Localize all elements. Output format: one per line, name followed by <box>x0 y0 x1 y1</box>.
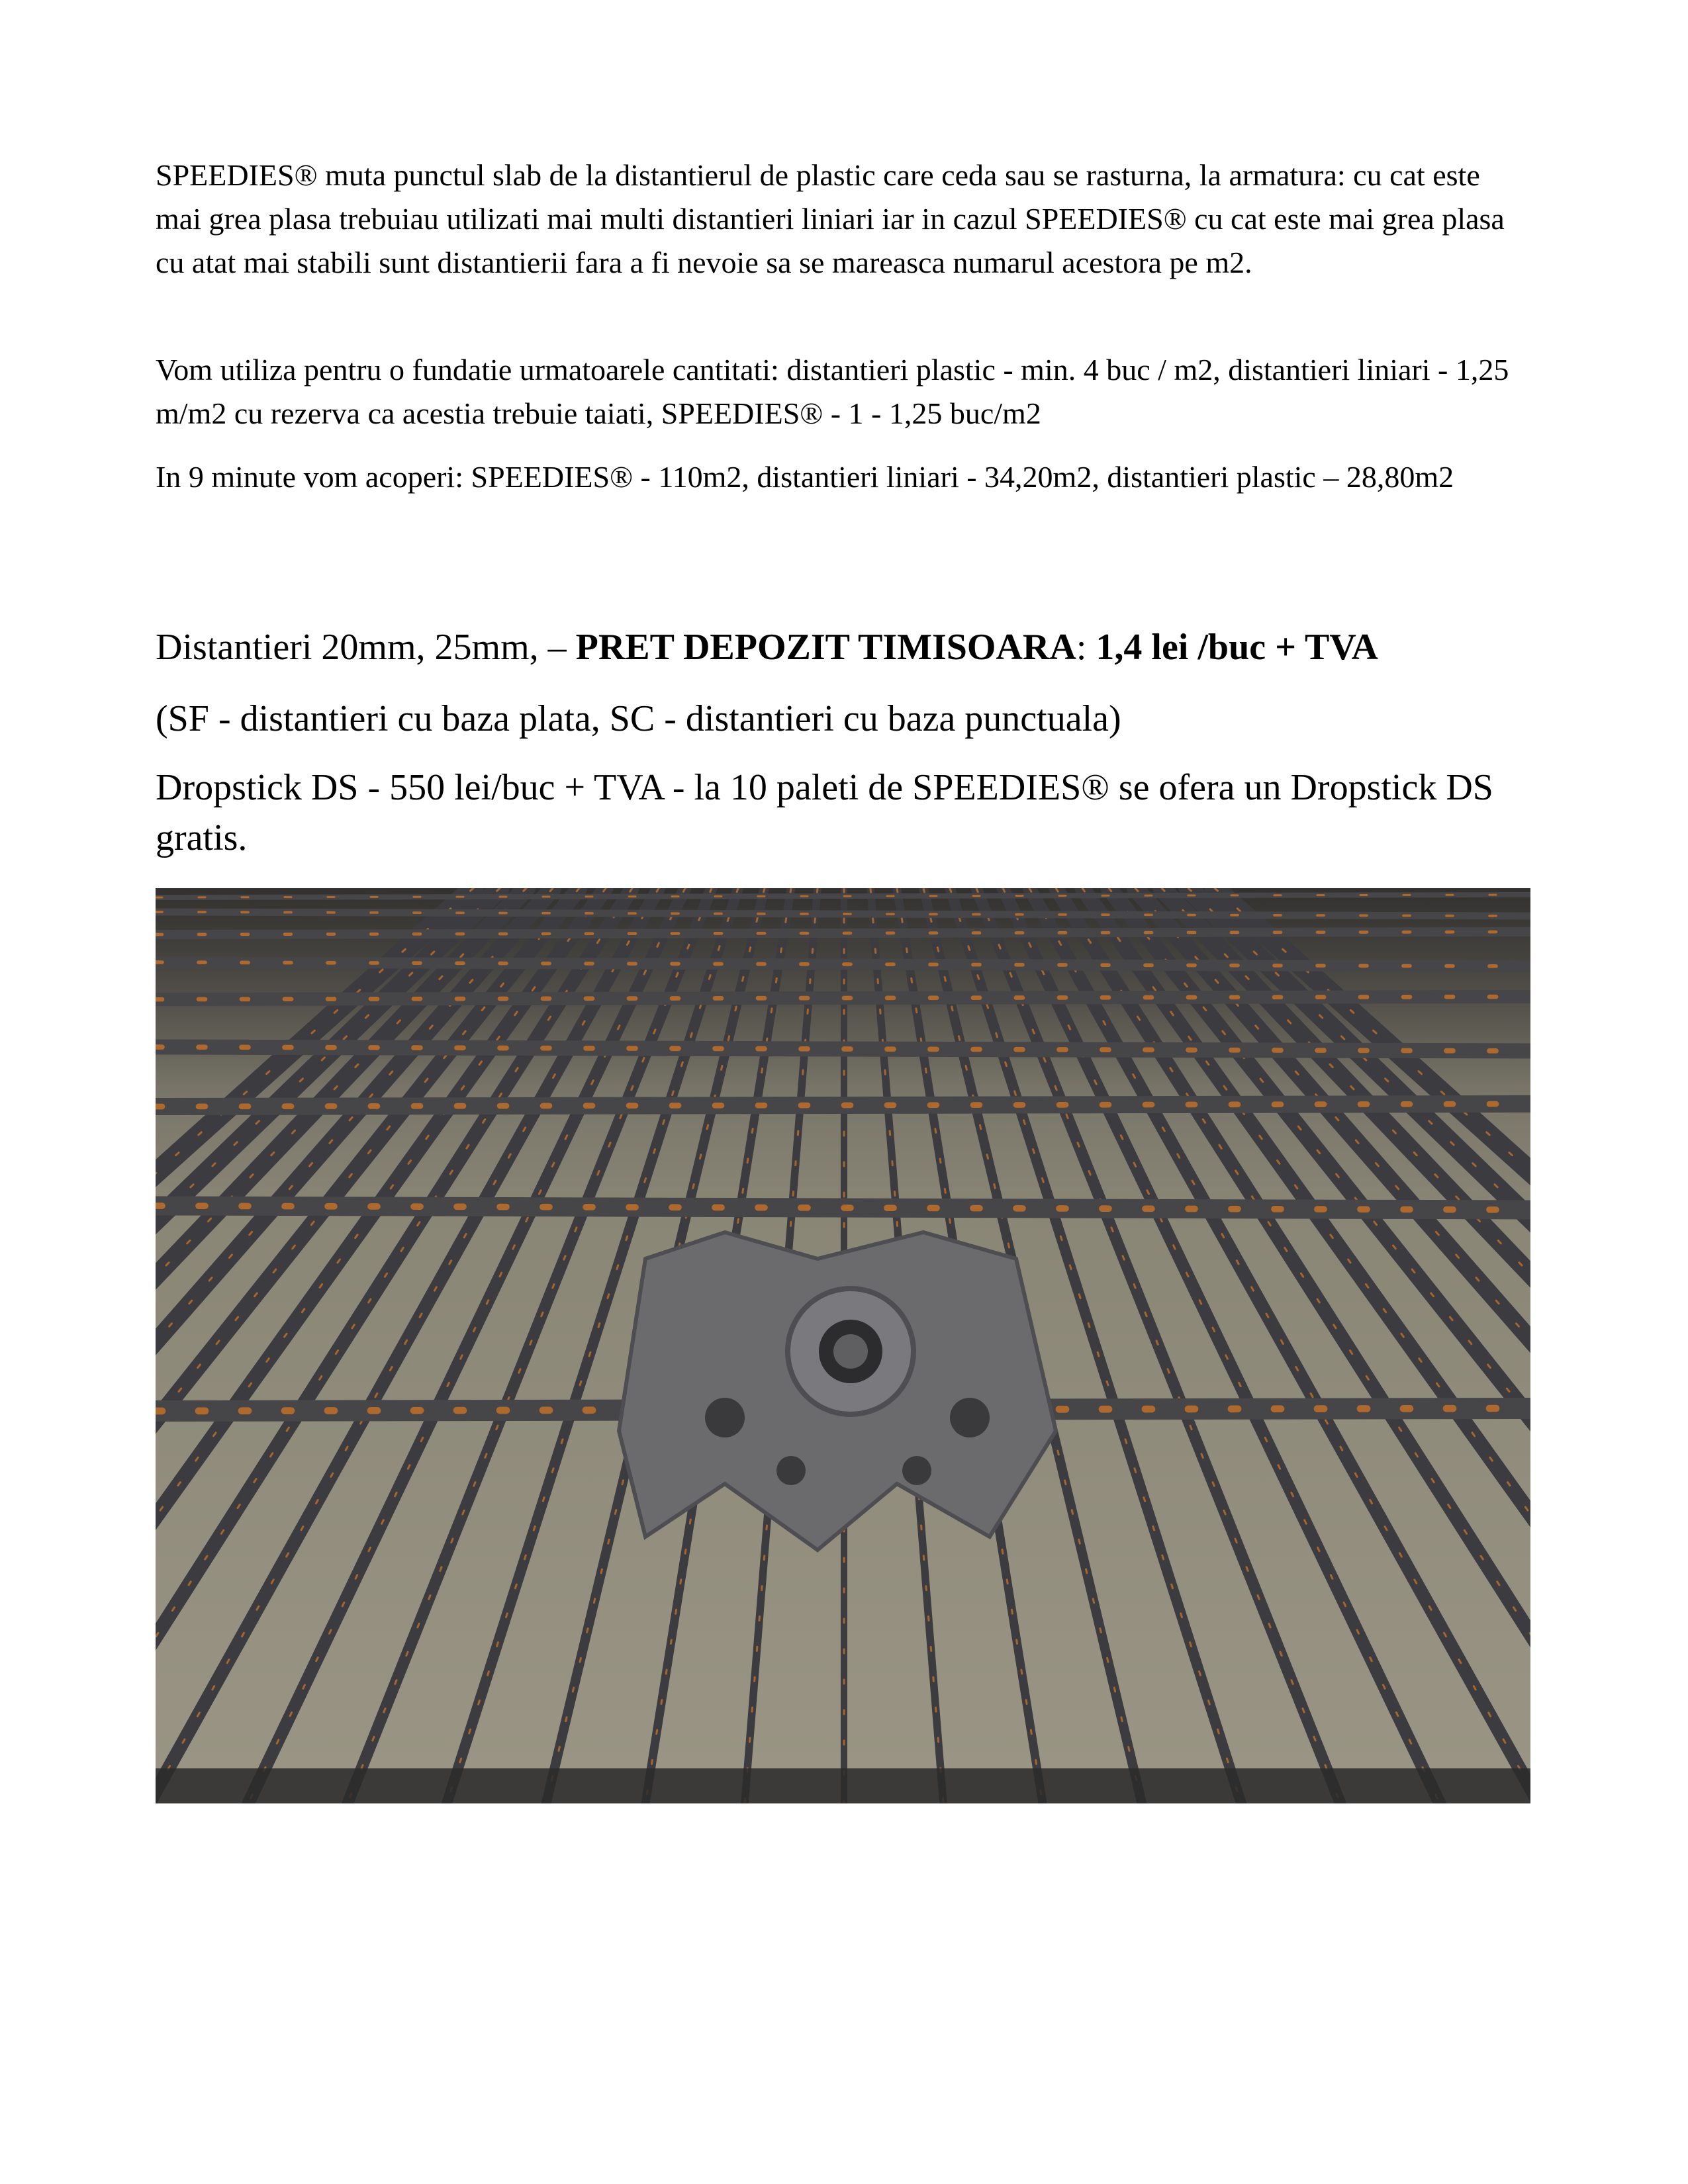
rebar-mesh-illustration <box>156 888 1530 1803</box>
price-value: 1,4 lei /buc + TVA <box>1096 627 1378 668</box>
paragraph-quantities: Vom utiliza pentru o fundatie urmatoarele cantitati: distantieri plastic - min. 4 buc / m2, distantieri liniari - 1,25 m/m2 cu rezerva ca acestia trebuie taiati, SPEEDIES® - 1 - 1,25 buc/m2 <box>156 353 1509 430</box>
price-separator: : <box>1076 627 1096 668</box>
paragraph-speedies-advantage: SPEEDIES® muta punctul slab de la distantierul de plastic care ceda sau se rasturna, la armatura: cu cat este mai grea plasa trebuiau utilizati mai multi distantieri liniari iar in cazul SPEEDIES® cu cat este mai grea plasa cu atat mai stabili sunt distantierii fara a fi nevoie sa se mareasca numarul acestora pe m2. <box>156 158 1505 279</box>
paragraph-coverage: In 9 minute vom acoperi: SPEEDIES® - 110m2, distantieri liniari - 34,20m2, distantieri plastic – 28,80m2 <box>156 460 1454 494</box>
spacer-types-note: (SF - distantieri cu baza plata, SC - distantieri cu baza punctuala) <box>156 698 1121 739</box>
dropstick-offer: Dropstick DS - 550 lei/buc + TVA - la 10 paleti de SPEEDIES® se ofera un Dropstick DS gratis. <box>156 767 1493 858</box>
price-prefix: Distantieri 20mm, 25mm, – <box>156 627 576 668</box>
price-line <box>156 622 1532 672</box>
price-label: PRET DEPOZIT TIMISOARA <box>575 627 1076 668</box>
speedies-spacer <box>619 1232 1056 1550</box>
rebar-mesh-photo <box>156 888 1530 1803</box>
